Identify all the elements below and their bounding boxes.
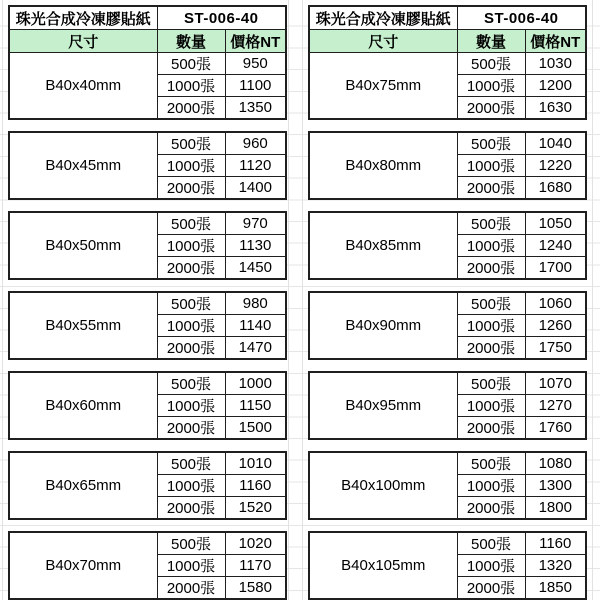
quantity-cell[interactable]: 1000張 [157, 475, 225, 497]
quantity-cell[interactable]: 1000張 [457, 155, 525, 177]
size-cell[interactable]: B40x60mm [9, 372, 157, 439]
quantity-cell[interactable]: 1000張 [157, 315, 225, 337]
quantity-cell[interactable]: 2000張 [157, 97, 225, 120]
price-block [8, 451, 287, 520]
price-block [8, 371, 287, 440]
price-block [308, 211, 587, 280]
quantity-cell[interactable]: 2000張 [157, 337, 225, 360]
price-cell[interactable]: 1750 [525, 337, 586, 360]
price-cell[interactable]: 1680 [525, 177, 586, 200]
price-cell[interactable]: 970 [225, 212, 286, 235]
price-block [308, 131, 587, 200]
quantity-cell[interactable]: 500張 [157, 132, 225, 155]
price-cell[interactable]: 1030 [525, 53, 586, 75]
quantity-cell[interactable]: 2000張 [457, 417, 525, 440]
quantity-cell[interactable]: 2000張 [457, 577, 525, 600]
price-cell[interactable]: 1240 [525, 235, 586, 257]
price-cell[interactable]: 1040 [525, 132, 586, 155]
quantity-cell[interactable]: 1000張 [157, 395, 225, 417]
size-cell[interactable]: B40x75mm [309, 53, 457, 120]
price-cell[interactable]: 1320 [525, 555, 586, 577]
product-name-cell[interactable]: 珠光合成冷凍膠貼紙 [309, 6, 457, 30]
table-row [309, 53, 586, 75]
size-cell[interactable]: B40x90mm [309, 292, 457, 359]
table-row [9, 30, 286, 53]
table-row [9, 53, 286, 75]
price-cell[interactable]: 1450 [225, 257, 286, 280]
quantity-cell[interactable]: 500張 [457, 532, 525, 555]
size-cell[interactable]: B40x85mm [309, 212, 457, 279]
price-cell[interactable]: 1100 [225, 75, 286, 97]
quantity-cell[interactable]: 1000張 [157, 155, 225, 177]
price-cell[interactable]: 1070 [525, 372, 586, 395]
price-cell[interactable]: 1700 [525, 257, 586, 280]
table-row [309, 30, 586, 53]
quantity-cell[interactable]: 500張 [157, 53, 225, 75]
quantity-cell[interactable]: 2000張 [157, 177, 225, 200]
quantity-cell[interactable]: 2000張 [457, 177, 525, 200]
quantity-cell[interactable]: 2000張 [157, 257, 225, 280]
size-cell[interactable]: B40x40mm [9, 53, 157, 120]
price-cell[interactable]: 950 [225, 53, 286, 75]
quantity-cell[interactable]: 500張 [457, 53, 525, 75]
product-name-cell[interactable]: 珠光合成冷凍膠貼紙 [9, 6, 157, 30]
price-cell[interactable]: 1300 [525, 475, 586, 497]
table-row [9, 212, 286, 235]
price-block [8, 131, 287, 200]
quantity-cell[interactable]: 2000張 [157, 497, 225, 520]
table-row [309, 212, 586, 235]
price-cell[interactable]: 1010 [225, 452, 286, 475]
quantity-cell[interactable]: 1000張 [457, 75, 525, 97]
quantity-cell[interactable]: 500張 [157, 212, 225, 235]
price-block [8, 5, 287, 120]
price-block [8, 531, 287, 600]
col-header-quantity[interactable]: 數量 [157, 30, 225, 53]
quantity-cell[interactable]: 2000張 [457, 497, 525, 520]
col-header-price[interactable]: 價格NT [225, 30, 286, 53]
size-cell[interactable]: B40x45mm [9, 132, 157, 199]
price-cell[interactable]: 1500 [225, 417, 286, 440]
product-code-cell[interactable]: ST-006-40 [457, 6, 586, 30]
table-row [9, 292, 286, 315]
price-block [308, 371, 587, 440]
price-block [8, 291, 287, 360]
price-cell[interactable]: 1200 [525, 75, 586, 97]
price-cell[interactable]: 1060 [525, 292, 586, 315]
col-header-price[interactable]: 價格NT [525, 30, 586, 53]
quantity-cell[interactable]: 1000張 [457, 235, 525, 257]
price-block [308, 451, 587, 520]
price-cell[interactable]: 960 [225, 132, 286, 155]
size-cell[interactable]: B40x100mm [309, 452, 457, 519]
price-cell[interactable]: 1850 [525, 577, 586, 600]
quantity-cell[interactable]: 1000張 [457, 315, 525, 337]
quantity-cell[interactable]: 500張 [157, 452, 225, 475]
table-row [9, 6, 286, 30]
table-row [309, 372, 586, 395]
col-header-quantity[interactable]: 數量 [457, 30, 525, 53]
price-table-left [8, 5, 286, 600]
size-cell[interactable]: B40x65mm [9, 452, 157, 519]
price-cell[interactable]: 1760 [525, 417, 586, 440]
col-header-size[interactable]: 尺寸 [309, 30, 457, 53]
quantity-cell[interactable]: 2000張 [457, 337, 525, 360]
price-cell[interactable]: 1400 [225, 177, 286, 200]
price-block [8, 211, 287, 280]
price-cell[interactable]: 980 [225, 292, 286, 315]
price-cell[interactable]: 1520 [225, 497, 286, 520]
price-block [308, 291, 587, 360]
quantity-cell[interactable]: 1000張 [157, 75, 225, 97]
price-cell[interactable]: 1470 [225, 337, 286, 360]
price-cell[interactable]: 1140 [225, 315, 286, 337]
price-cell[interactable]: 1000 [225, 372, 286, 395]
price-cell[interactable]: 1170 [225, 555, 286, 577]
quantity-cell[interactable]: 500張 [157, 292, 225, 315]
table-row [309, 452, 586, 475]
table-row [309, 292, 586, 315]
quantity-cell[interactable]: 1000張 [157, 555, 225, 577]
price-cell[interactable]: 1020 [225, 532, 286, 555]
size-cell[interactable]: B40x105mm [309, 532, 457, 599]
size-cell[interactable]: B40x55mm [9, 292, 157, 359]
price-cell[interactable]: 1150 [225, 395, 286, 417]
table-row [9, 452, 286, 475]
quantity-cell[interactable]: 500張 [457, 452, 525, 475]
quantity-cell[interactable]: 500張 [457, 212, 525, 235]
quantity-cell[interactable]: 2000張 [457, 257, 525, 280]
price-cell[interactable]: 1050 [525, 212, 586, 235]
size-cell[interactable]: B40x80mm [309, 132, 457, 199]
size-cell[interactable]: B40x95mm [309, 372, 457, 439]
col-header-size[interactable]: 尺寸 [9, 30, 157, 53]
quantity-cell[interactable]: 500張 [457, 372, 525, 395]
quantity-cell[interactable]: 2000張 [157, 577, 225, 600]
quantity-cell[interactable]: 500張 [157, 532, 225, 555]
price-cell[interactable]: 1580 [225, 577, 286, 600]
table-row [309, 132, 586, 155]
price-block [308, 531, 587, 600]
price-block [308, 5, 587, 120]
table-row [9, 372, 286, 395]
quantity-cell[interactable]: 1000張 [457, 555, 525, 577]
price-cell[interactable]: 1260 [525, 315, 586, 337]
table-row [309, 6, 586, 30]
quantity-cell[interactable]: 2000張 [457, 97, 525, 120]
price-cell[interactable]: 1120 [225, 155, 286, 177]
price-cell[interactable]: 1800 [525, 497, 586, 520]
price-cell[interactable]: 1630 [525, 97, 586, 120]
quantity-cell[interactable]: 500張 [157, 372, 225, 395]
quantity-cell[interactable]: 1000張 [457, 395, 525, 417]
quantity-cell[interactable]: 500張 [457, 292, 525, 315]
quantity-cell[interactable]: 1000張 [157, 235, 225, 257]
price-cell[interactable]: 1350 [225, 97, 286, 120]
price-cell[interactable]: 1160 [525, 532, 586, 555]
table-row [9, 132, 286, 155]
quantity-cell[interactable]: 500張 [457, 132, 525, 155]
price-cell[interactable]: 1130 [225, 235, 286, 257]
quantity-cell[interactable]: 1000張 [457, 475, 525, 497]
price-cell[interactable]: 1220 [525, 155, 586, 177]
price-cell[interactable]: 1080 [525, 452, 586, 475]
table-row [9, 532, 286, 555]
quantity-cell[interactable]: 2000張 [157, 417, 225, 440]
size-cell[interactable]: B40x70mm [9, 532, 157, 599]
table-row [309, 532, 586, 555]
product-code-cell[interactable]: ST-006-40 [157, 6, 286, 30]
price-table-right [308, 5, 586, 600]
size-cell[interactable]: B40x50mm [9, 212, 157, 279]
price-cell[interactable]: 1270 [525, 395, 586, 417]
price-cell[interactable]: 1160 [225, 475, 286, 497]
